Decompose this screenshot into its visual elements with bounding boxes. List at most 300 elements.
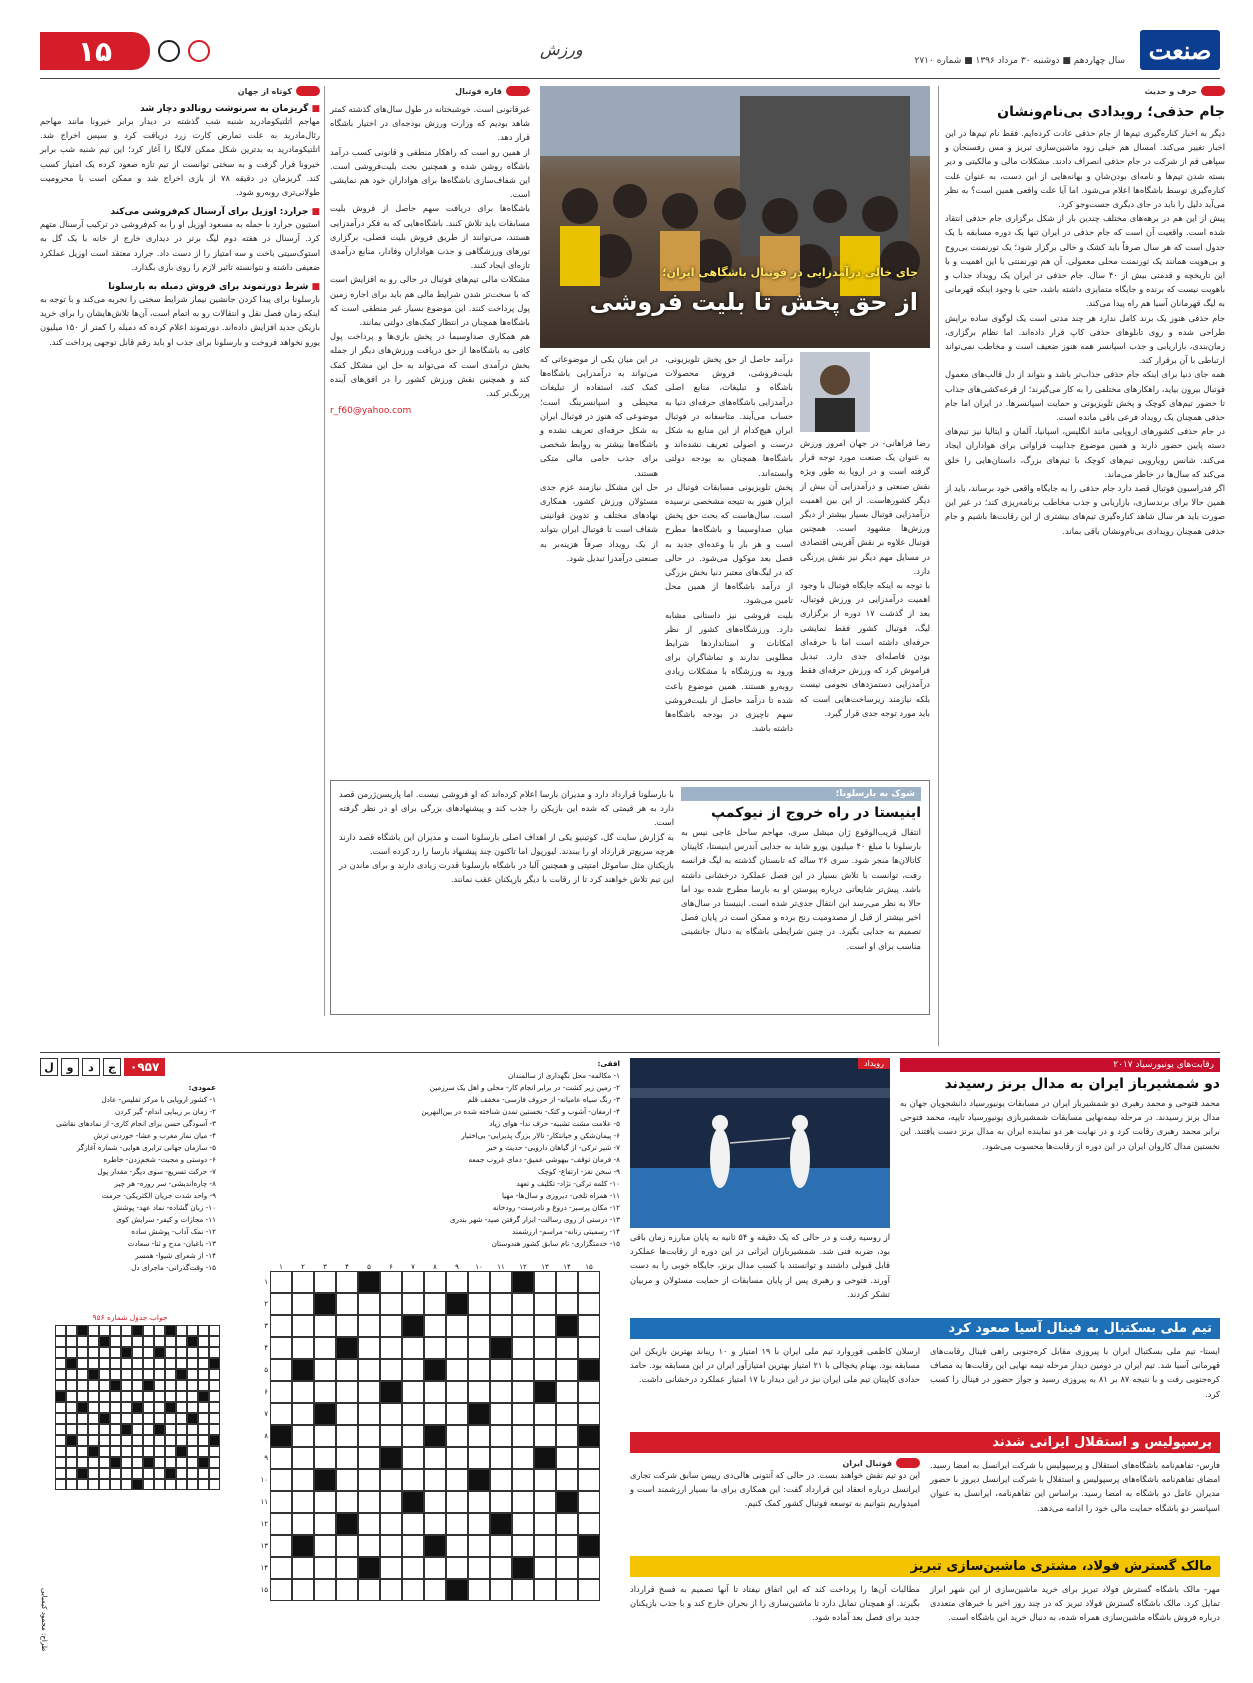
crossword-cell[interactable] bbox=[468, 1337, 490, 1359]
crossword-cell[interactable] bbox=[358, 1513, 380, 1535]
crossword-cell[interactable] bbox=[534, 1359, 556, 1381]
crossword-cell[interactable] bbox=[534, 1535, 556, 1557]
crossword-cell[interactable] bbox=[468, 1315, 490, 1337]
crossword-cell bbox=[358, 1271, 380, 1293]
answer-cell bbox=[66, 1358, 77, 1369]
paragraph: دیگر به اخبار کناره‌گیری تیم‌ها از جام حذفی عادت کرده‌ایم. فقط نام تیم‌ها در این اخبار تغییر می‌کند. امسال هم خیلی زود ماشین‌سازی تبریز و مس رفسنجان و سپاهی قم از شرکت در جام حذفی انصراف دادند. مشکلات مالی و مالکیتی و دیر بسته شدن تیم‌ها و نامه‌ای بودن‌شان و بهانه‌هایی از این دست، به عنوان علت کناره‌گیری توسط باشگاه‌ها اعلام می‌شود. اما آیا علت واقعی همین است؟ به نظر می‌آید دلیل را باید در جای دیگری جست‌وجو کرد. bbox=[945, 128, 1225, 210]
crossword-cell[interactable] bbox=[402, 1535, 424, 1557]
crossword-cell[interactable] bbox=[490, 1403, 512, 1425]
paragraph: حل این مشکل نیازمند عزم جدی مسئولان ورزش کشور، همکاری نهادهای مختلف و تدوین قوانینی شفاف است تا فوتبال ایران بتواند از یک رویداد صرفاً هزینه‌بر به صنعتی درآمدزا تبدیل شود. bbox=[540, 481, 658, 563]
answer-cell bbox=[110, 1424, 121, 1435]
crossword-cell[interactable] bbox=[424, 1579, 446, 1601]
crossword-cell bbox=[512, 1557, 534, 1579]
crossword-cell[interactable] bbox=[358, 1469, 380, 1491]
answer-cell bbox=[198, 1336, 209, 1347]
crossword-cell[interactable] bbox=[446, 1359, 468, 1381]
crossword-cell[interactable] bbox=[380, 1491, 402, 1513]
crossword-cell[interactable] bbox=[314, 1513, 336, 1535]
persepolis-body: این دو تیم نقش خواهند بست. در حالی که آنتونی هالی‌دی رییس سابق شرکت تجاری ایرانسل درباره انعقاد این قرارداد گفت: این همکاری برای ما بسیار ارزشمند است و امیدواریم بتوانیم به توسعه فوتبال کشور کمک کنیم. bbox=[630, 1470, 920, 1509]
crossword-cell[interactable] bbox=[534, 1315, 556, 1337]
answer-cell bbox=[99, 1468, 110, 1479]
crossword-cell[interactable] bbox=[292, 1579, 314, 1601]
crossword-cell[interactable] bbox=[270, 1337, 292, 1359]
crossword-cell[interactable] bbox=[556, 1557, 578, 1579]
crossword-cell[interactable] bbox=[534, 1579, 556, 1601]
answer-cell bbox=[154, 1424, 165, 1435]
crossword-cell[interactable] bbox=[446, 1469, 468, 1491]
crossword-cell[interactable] bbox=[314, 1579, 336, 1601]
crossword-cell[interactable] bbox=[424, 1381, 446, 1403]
answer-cell bbox=[110, 1336, 121, 1347]
answer-cell bbox=[55, 1457, 66, 1468]
crossword-cell bbox=[314, 1469, 336, 1491]
answer-cell bbox=[88, 1358, 99, 1369]
crossword-cell[interactable] bbox=[468, 1271, 490, 1293]
crossword-cell[interactable] bbox=[512, 1513, 534, 1535]
answer-cell bbox=[121, 1391, 132, 1402]
crossword-cell[interactable] bbox=[270, 1535, 292, 1557]
crossword-cell[interactable] bbox=[512, 1337, 534, 1359]
answer-label: جواب جدول شماره ۹۵۶ bbox=[92, 1313, 168, 1322]
row-number: ۳ bbox=[264, 1322, 268, 1330]
crossword-cell[interactable] bbox=[512, 1381, 534, 1403]
crossword-cell[interactable] bbox=[468, 1513, 490, 1535]
crossword-cell[interactable] bbox=[336, 1469, 358, 1491]
crossword-cell[interactable] bbox=[556, 1425, 578, 1447]
answer-cell bbox=[187, 1325, 198, 1336]
answer-cell bbox=[143, 1424, 154, 1435]
crossword-cell[interactable] bbox=[402, 1447, 424, 1469]
crossword-cell bbox=[314, 1293, 336, 1315]
crossword-cell[interactable] bbox=[380, 1557, 402, 1579]
crossword-cell[interactable] bbox=[446, 1513, 468, 1535]
crossword-cell[interactable] bbox=[380, 1359, 402, 1381]
crossword-cell[interactable] bbox=[292, 1293, 314, 1315]
crossword-cell[interactable] bbox=[446, 1271, 468, 1293]
crossword-cell[interactable] bbox=[556, 1271, 578, 1293]
answer-cell bbox=[55, 1369, 66, 1380]
answer-cell bbox=[209, 1402, 220, 1413]
crossword-cell[interactable] bbox=[468, 1491, 490, 1513]
answer-cell bbox=[99, 1457, 110, 1468]
crossword-cell[interactable] bbox=[512, 1469, 534, 1491]
malek-article bbox=[630, 1556, 1220, 1676]
crossword-cell[interactable] bbox=[380, 1469, 402, 1491]
answer-cell bbox=[176, 1369, 187, 1380]
crossword-cell[interactable] bbox=[292, 1513, 314, 1535]
crossword-cell[interactable] bbox=[556, 1469, 578, 1491]
answer-cell bbox=[88, 1479, 99, 1490]
crossword-cell[interactable] bbox=[292, 1491, 314, 1513]
paragraph: درآمد حاصل از حق پخش تلویزیونی، بلیت‌فروشی، فروش محصولات باشگاه و تبلیغات، منابع اصلی درآمدزایی باشگاه‌های حرفه‌ای دنیا به حساب می‌آیند. متاسفانه در فوتبال ایران هیچ‌کدام از این منابع به شکل درست و اصولی تعریف نشده‌اند و باشگاه‌ها همچنان به بودجه دولتی وابسته‌اند. bbox=[665, 354, 793, 478]
crossword-cell[interactable] bbox=[446, 1403, 468, 1425]
crossword-cell[interactable] bbox=[292, 1337, 314, 1359]
crossword-cell[interactable] bbox=[270, 1557, 292, 1579]
crossword-cell[interactable] bbox=[270, 1491, 292, 1513]
crossword-cell[interactable] bbox=[292, 1403, 314, 1425]
crossword-cell[interactable] bbox=[358, 1359, 380, 1381]
answer-cell bbox=[132, 1468, 143, 1479]
crossword-cell[interactable] bbox=[468, 1425, 490, 1447]
crossword-cell[interactable] bbox=[380, 1579, 402, 1601]
answer-cell bbox=[165, 1347, 176, 1358]
crossword-cell[interactable] bbox=[490, 1359, 512, 1381]
crossword-cell[interactable] bbox=[402, 1293, 424, 1315]
crossword-cell[interactable] bbox=[512, 1535, 534, 1557]
crossword-cell[interactable] bbox=[490, 1557, 512, 1579]
crossword-cell[interactable] bbox=[402, 1425, 424, 1447]
crossword-cell[interactable] bbox=[314, 1535, 336, 1557]
crossword-cell[interactable] bbox=[556, 1293, 578, 1315]
crossword-cell[interactable] bbox=[556, 1403, 578, 1425]
crossword-cell[interactable] bbox=[468, 1293, 490, 1315]
crossword-cell[interactable] bbox=[468, 1359, 490, 1381]
crossword-cell[interactable] bbox=[468, 1579, 490, 1601]
crossword-cell[interactable] bbox=[358, 1403, 380, 1425]
crossword-cell[interactable] bbox=[424, 1557, 446, 1579]
crossword-cell[interactable] bbox=[490, 1293, 512, 1315]
column-number: ۱۱ bbox=[497, 1263, 505, 1271]
crossword-cell[interactable] bbox=[578, 1271, 600, 1293]
crossword-cell[interactable] bbox=[424, 1491, 446, 1513]
crossword-cell[interactable] bbox=[314, 1425, 336, 1447]
crossword-cell[interactable] bbox=[380, 1337, 402, 1359]
crossword-cell[interactable] bbox=[534, 1293, 556, 1315]
crossword-cell[interactable] bbox=[468, 1447, 490, 1469]
crossword-cell[interactable] bbox=[336, 1359, 358, 1381]
crossword-cell[interactable] bbox=[424, 1315, 446, 1337]
crossword-cell[interactable] bbox=[578, 1513, 600, 1535]
crossword-cell[interactable] bbox=[270, 1315, 292, 1337]
photo-kicker: جای خالی درآمدزایی در فوتبال باشگاهی ایران؛ bbox=[662, 266, 918, 279]
answer-cell bbox=[55, 1413, 66, 1424]
answer-cell bbox=[121, 1446, 132, 1457]
crossword-cell[interactable] bbox=[270, 1271, 292, 1293]
crossword-cell[interactable] bbox=[424, 1337, 446, 1359]
crossword-cell bbox=[402, 1315, 424, 1337]
crossword-cell[interactable] bbox=[490, 1579, 512, 1601]
crossword-cell[interactable] bbox=[468, 1535, 490, 1557]
answer-cell bbox=[121, 1479, 132, 1490]
crossword-cell[interactable] bbox=[446, 1315, 468, 1337]
paragraph: اگر فدراسیون فوتبال قصد دارد جام حذفی را به جایگاه واقعی خود برساند، باید از همین حالا برای برندسازی، بازاریابی و جذب مخاطب برنامه‌ریزی کند؛ در غیر این صورت باید هر سال شاهد کناره‌گیری تیم‌های بیشتری از این رقابت‌ها باشیم و جام حذفی همچنان رویدادی بی‌نام‌ونشان باقی بماند. bbox=[945, 483, 1225, 536]
crossword-cell[interactable] bbox=[402, 1271, 424, 1293]
crossword-cell[interactable] bbox=[534, 1271, 556, 1293]
answer-cell bbox=[198, 1380, 209, 1391]
kicker: کوتاه از جهان bbox=[40, 86, 320, 96]
crossword-cell[interactable] bbox=[446, 1425, 468, 1447]
mid-left-column bbox=[330, 86, 530, 776]
crossword-cell[interactable] bbox=[358, 1315, 380, 1337]
answer-cell bbox=[99, 1358, 110, 1369]
crossword-cell[interactable] bbox=[512, 1315, 534, 1337]
crossword-cell[interactable] bbox=[336, 1403, 358, 1425]
crossword-cell[interactable] bbox=[336, 1557, 358, 1579]
paragraph: رضا فراهانی- در جهان امروز ورزش به عنوان یک صنعت مورد توجه قرار گرفته است و در اروپا به طور ویژه نقش صنعتی و درآمدزایی آن بیش از دیگر کشورهاست. از این بین اهمیت درآمدزایی فوتبال بسیار بیشتر از دیگر ورزش‌ها مشهود است. همچنین فوتبال علاوه بر نقش آفرینی اقتصادی در مسایل مهم دیگر نیز نقش پررنگی دارد. bbox=[800, 438, 930, 576]
crossword-cell[interactable] bbox=[358, 1337, 380, 1359]
crossword-cell[interactable] bbox=[446, 1491, 468, 1513]
crossword-cell[interactable] bbox=[578, 1381, 600, 1403]
crossword-grid[interactable] bbox=[270, 1271, 600, 1601]
answer-cell bbox=[165, 1402, 176, 1413]
crossword-cell[interactable] bbox=[292, 1469, 314, 1491]
crossword-cell[interactable] bbox=[556, 1579, 578, 1601]
crossword-title-letter: د bbox=[82, 1058, 100, 1076]
crossword-cell[interactable] bbox=[490, 1491, 512, 1513]
crossword-cell[interactable] bbox=[578, 1557, 600, 1579]
crossword-cell[interactable] bbox=[490, 1271, 512, 1293]
crossword-cell[interactable] bbox=[314, 1315, 336, 1337]
answer-cell bbox=[154, 1479, 165, 1490]
crossword-cell[interactable] bbox=[490, 1315, 512, 1337]
crossword-cell[interactable] bbox=[534, 1513, 556, 1535]
answer-cell bbox=[143, 1325, 154, 1336]
answer-cell bbox=[99, 1380, 110, 1391]
answer-cell bbox=[88, 1446, 99, 1457]
answer-cell bbox=[198, 1325, 209, 1336]
crossword-cell[interactable] bbox=[578, 1293, 600, 1315]
answer-cell bbox=[176, 1446, 187, 1457]
crossword-cell[interactable] bbox=[292, 1447, 314, 1469]
answer-cell bbox=[176, 1347, 187, 1358]
crossword-cell[interactable] bbox=[424, 1403, 446, 1425]
crossword-cell[interactable] bbox=[358, 1293, 380, 1315]
fencing-body: محمد فتوحی و محمد رهبری دو شمشیرباز ایران در مسابقات یونیورسیاد دانشجویان جهان به مدال برنز رسیدند. در مرحله نیمه‌نهایی مسابقات شمشیربازی یونیورسیاد تایپه، محمد فتوحی برابر محمد رهبری رقابت کرد و در نهایت هر دو نماینده ایران به مدال برنز دست یافتند. این نخستین مدال کاروان ایران در این دوره از رقابت‌ها محسوب می‌شود. bbox=[900, 1098, 1220, 1151]
issue-line: سال چهاردهم ■ دوشنبه ۳۰ مرداد ۱۳۹۶ ■ شماره ۲۷۱۰ bbox=[914, 56, 1125, 66]
answer-cell bbox=[209, 1457, 220, 1468]
answer-cell bbox=[143, 1369, 154, 1380]
column-number: ۶ bbox=[389, 1263, 393, 1271]
crossword-cell[interactable] bbox=[358, 1491, 380, 1513]
crossword-cell[interactable] bbox=[424, 1447, 446, 1469]
crossword-cell bbox=[446, 1579, 468, 1601]
crossword-cell[interactable] bbox=[446, 1381, 468, 1403]
crossword-cell[interactable] bbox=[490, 1381, 512, 1403]
crossword-cell[interactable] bbox=[402, 1337, 424, 1359]
answer-cell bbox=[209, 1435, 220, 1446]
crossword-cell[interactable] bbox=[512, 1403, 534, 1425]
crossword-cell[interactable] bbox=[578, 1447, 600, 1469]
crossword-cell[interactable] bbox=[578, 1491, 600, 1513]
crossword-cell[interactable] bbox=[380, 1425, 402, 1447]
answer-cell bbox=[143, 1402, 154, 1413]
answer-cell bbox=[154, 1457, 165, 1468]
crossword-cell[interactable] bbox=[512, 1293, 534, 1315]
crossword-cell[interactable] bbox=[578, 1403, 600, 1425]
crossword-cell[interactable] bbox=[336, 1491, 358, 1513]
paragraph: در این میان یکی از موضوعاتی که می‌تواند به درآمدزایی باشگاه‌ها کمک کند، استفاده از تبلیغات محیطی و اسپانسرینگ است؛ موضوعی که هنوز در فوتبال ایران به شکل حرفه‌ای تعریف نشده و باشگاه‌ها بیشتر به روابط شخصی برای جذب حامی مالی متکی هستند. bbox=[540, 354, 658, 478]
crossword-cell[interactable] bbox=[556, 1447, 578, 1469]
crossword-cell[interactable] bbox=[314, 1447, 336, 1469]
crossword-cell[interactable] bbox=[490, 1425, 512, 1447]
basketball-body: ارسلان کاظمی فوروارد تیم ملی ایران با ۱۹ امتیاز و ۱۰ ریباند بهترین بازیکن این مسابقه بود. بهنام یخچالی با ۲۱ امتیاز بهترین امتیازآور ایران در این مسابقه بود. حامد حدادی کاپیتان تیم ملی ایران نیز در این دیدار با ۱۷ امتیاز عملکرد درخشانی داشت. bbox=[630, 1346, 920, 1385]
crossword-cell[interactable] bbox=[314, 1337, 336, 1359]
crossword-cell[interactable] bbox=[402, 1469, 424, 1491]
crossword-cell[interactable] bbox=[380, 1271, 402, 1293]
answer-cell bbox=[88, 1457, 99, 1468]
crossword-cell[interactable] bbox=[270, 1469, 292, 1491]
answer-cell bbox=[209, 1391, 220, 1402]
crossword-cell[interactable] bbox=[534, 1403, 556, 1425]
crossword-cell[interactable] bbox=[314, 1557, 336, 1579]
fencers-illustration bbox=[630, 1058, 890, 1228]
crossword-cell bbox=[402, 1491, 424, 1513]
answer-cell bbox=[77, 1325, 88, 1336]
crossword-cell[interactable] bbox=[270, 1359, 292, 1381]
answer-cell bbox=[99, 1402, 110, 1413]
crossword-cell[interactable] bbox=[512, 1425, 534, 1447]
answer-cell bbox=[176, 1435, 187, 1446]
answer-cell bbox=[187, 1369, 198, 1380]
crossword-cell[interactable] bbox=[314, 1491, 336, 1513]
author-email[interactable]: r_f60@yahoo.com bbox=[330, 406, 412, 417]
crossword-cell[interactable] bbox=[512, 1359, 534, 1381]
crossword-cell[interactable] bbox=[270, 1513, 292, 1535]
answer-cell bbox=[66, 1457, 77, 1468]
crossword-cell[interactable] bbox=[358, 1425, 380, 1447]
fencing-title: دو شمشیرباز ایران به مدال برنز رسیدند bbox=[944, 1076, 1220, 1092]
answer-cell bbox=[154, 1325, 165, 1336]
crossword-cell[interactable] bbox=[270, 1381, 292, 1403]
crossword-cell[interactable] bbox=[314, 1381, 336, 1403]
crossword-cell[interactable] bbox=[336, 1381, 358, 1403]
football-icon bbox=[158, 40, 180, 62]
left-column bbox=[40, 86, 320, 1016]
crossword-cell[interactable] bbox=[380, 1293, 402, 1315]
paragraph: بازیکنان مثل ساموئل امتیتی و همچنین آلبا در باشگاه بارسلونا قدرت زیادی دارند و برای ماندن در این تیم تلاش خواهند کرد تا از رقابت با دیگر بازیکنان عقب نمانند. bbox=[339, 860, 674, 885]
crossword-cell[interactable] bbox=[556, 1381, 578, 1403]
crossword-cell[interactable] bbox=[358, 1535, 380, 1557]
crossword-cell[interactable] bbox=[314, 1359, 336, 1381]
answer-cell bbox=[143, 1413, 154, 1424]
answer-cell bbox=[66, 1435, 77, 1446]
crossword-cell[interactable] bbox=[380, 1535, 402, 1557]
crossword-cell[interactable] bbox=[468, 1381, 490, 1403]
crossword-cell[interactable] bbox=[336, 1535, 358, 1557]
crossword-cell[interactable] bbox=[512, 1491, 534, 1513]
crossword-cell[interactable] bbox=[446, 1337, 468, 1359]
crossword-cell bbox=[380, 1447, 402, 1469]
crossword-cell bbox=[490, 1337, 512, 1359]
masthead bbox=[40, 30, 1220, 74]
crossword-cell[interactable] bbox=[358, 1447, 380, 1469]
crossword-cell[interactable] bbox=[446, 1535, 468, 1557]
crossword-cell[interactable] bbox=[336, 1293, 358, 1315]
crossword-cell[interactable] bbox=[446, 1557, 468, 1579]
crossword-cell bbox=[556, 1315, 578, 1337]
crossword-cell[interactable] bbox=[534, 1469, 556, 1491]
crossword-cell[interactable] bbox=[380, 1513, 402, 1535]
crossword-cell[interactable] bbox=[336, 1271, 358, 1293]
paragraph: هم همکاری صداوسیما در پخش بازی‌ها و پرداخت پول کافی به باشگاه‌ها از حق دریافت ورزش‌های دیگر از جمله بخش درآمدی است که می‌تواند به حل این مشکل کمک کند و همچنین نقش ورزش کشور را در افق‌های آینده پررنگ‌تر کند. bbox=[330, 331, 530, 399]
crossword-cell[interactable] bbox=[358, 1579, 380, 1601]
crossword-header bbox=[40, 1058, 165, 1076]
crossword-cell[interactable] bbox=[424, 1271, 446, 1293]
row-numbers bbox=[260, 1271, 268, 1601]
crossword-cell[interactable] bbox=[578, 1579, 600, 1601]
crossword-cell[interactable] bbox=[534, 1491, 556, 1513]
crossword-cell bbox=[336, 1337, 358, 1359]
answer-cell bbox=[99, 1446, 110, 1457]
crossword-cell[interactable] bbox=[490, 1535, 512, 1557]
answer-cell bbox=[187, 1391, 198, 1402]
crossword-cell[interactable] bbox=[336, 1579, 358, 1601]
crossword-cell[interactable] bbox=[578, 1315, 600, 1337]
crossword-cell[interactable] bbox=[358, 1381, 380, 1403]
answer-cell bbox=[110, 1369, 121, 1380]
crossword-cell[interactable] bbox=[270, 1579, 292, 1601]
lead-col-2 bbox=[665, 352, 793, 772]
answer-cell bbox=[187, 1424, 198, 1435]
row-number: ۱۰ bbox=[260, 1476, 268, 1484]
kicker: فوتبال ایران bbox=[630, 1458, 920, 1468]
row-number: ۱۳ bbox=[260, 1542, 268, 1550]
crossword-cell[interactable] bbox=[490, 1469, 512, 1491]
crossword-cell[interactable] bbox=[468, 1557, 490, 1579]
crossword-cell[interactable] bbox=[336, 1447, 358, 1469]
answer-cell bbox=[154, 1391, 165, 1402]
crossword-cell[interactable] bbox=[512, 1447, 534, 1469]
crossword-cell[interactable] bbox=[578, 1337, 600, 1359]
answer-cell bbox=[110, 1479, 121, 1490]
crossword-cell[interactable] bbox=[402, 1579, 424, 1601]
answer-cell bbox=[154, 1380, 165, 1391]
crossword-cell bbox=[446, 1293, 468, 1315]
answer-cell bbox=[99, 1336, 110, 1347]
transfer-title: اینیستا در راه خروج از نیوکمپ bbox=[711, 805, 921, 821]
crossword-cell[interactable] bbox=[534, 1425, 556, 1447]
crossword-cell[interactable] bbox=[270, 1293, 292, 1315]
crossword-cell[interactable] bbox=[292, 1315, 314, 1337]
crossword-cell[interactable] bbox=[556, 1513, 578, 1535]
crossword-cell[interactable] bbox=[424, 1513, 446, 1535]
crossword-cell[interactable] bbox=[402, 1513, 424, 1535]
crossword-cell[interactable] bbox=[556, 1337, 578, 1359]
crossword-cell[interactable] bbox=[314, 1271, 336, 1293]
crossword-cell[interactable] bbox=[446, 1447, 468, 1469]
crossword-cell[interactable] bbox=[512, 1579, 534, 1601]
answer-cell bbox=[55, 1391, 66, 1402]
crossword-cell[interactable] bbox=[556, 1535, 578, 1557]
crossword-cell[interactable] bbox=[292, 1425, 314, 1447]
answer-cell bbox=[187, 1457, 198, 1468]
crossword-cell[interactable] bbox=[424, 1469, 446, 1491]
answer-cell bbox=[77, 1336, 88, 1347]
crossword-cell[interactable] bbox=[402, 1403, 424, 1425]
crossword-cell[interactable] bbox=[424, 1293, 446, 1315]
crossword-cell[interactable] bbox=[490, 1447, 512, 1469]
crossword-cell[interactable] bbox=[578, 1469, 600, 1491]
crossword-cell[interactable] bbox=[402, 1557, 424, 1579]
crossword-cell[interactable] bbox=[402, 1359, 424, 1381]
answer-cell bbox=[154, 1347, 165, 1358]
crossword-cell[interactable] bbox=[534, 1337, 556, 1359]
crossword-cell[interactable] bbox=[292, 1381, 314, 1403]
crossword-cell[interactable] bbox=[380, 1403, 402, 1425]
answer-cell bbox=[132, 1446, 143, 1457]
crossword-cell[interactable] bbox=[292, 1557, 314, 1579]
news-head: ■ گریزمان به سرنوشت رونالدو دچار شد bbox=[40, 104, 320, 114]
crossword-cell[interactable] bbox=[292, 1271, 314, 1293]
crossword-cell[interactable] bbox=[336, 1425, 358, 1447]
crossword-cell[interactable] bbox=[270, 1447, 292, 1469]
crossword-cell[interactable] bbox=[556, 1359, 578, 1381]
crossword-cell[interactable] bbox=[380, 1315, 402, 1337]
crossword-cell[interactable] bbox=[270, 1403, 292, 1425]
crossword-cell[interactable] bbox=[336, 1315, 358, 1337]
crossword-cell[interactable] bbox=[402, 1381, 424, 1403]
crossword-cell[interactable] bbox=[534, 1557, 556, 1579]
